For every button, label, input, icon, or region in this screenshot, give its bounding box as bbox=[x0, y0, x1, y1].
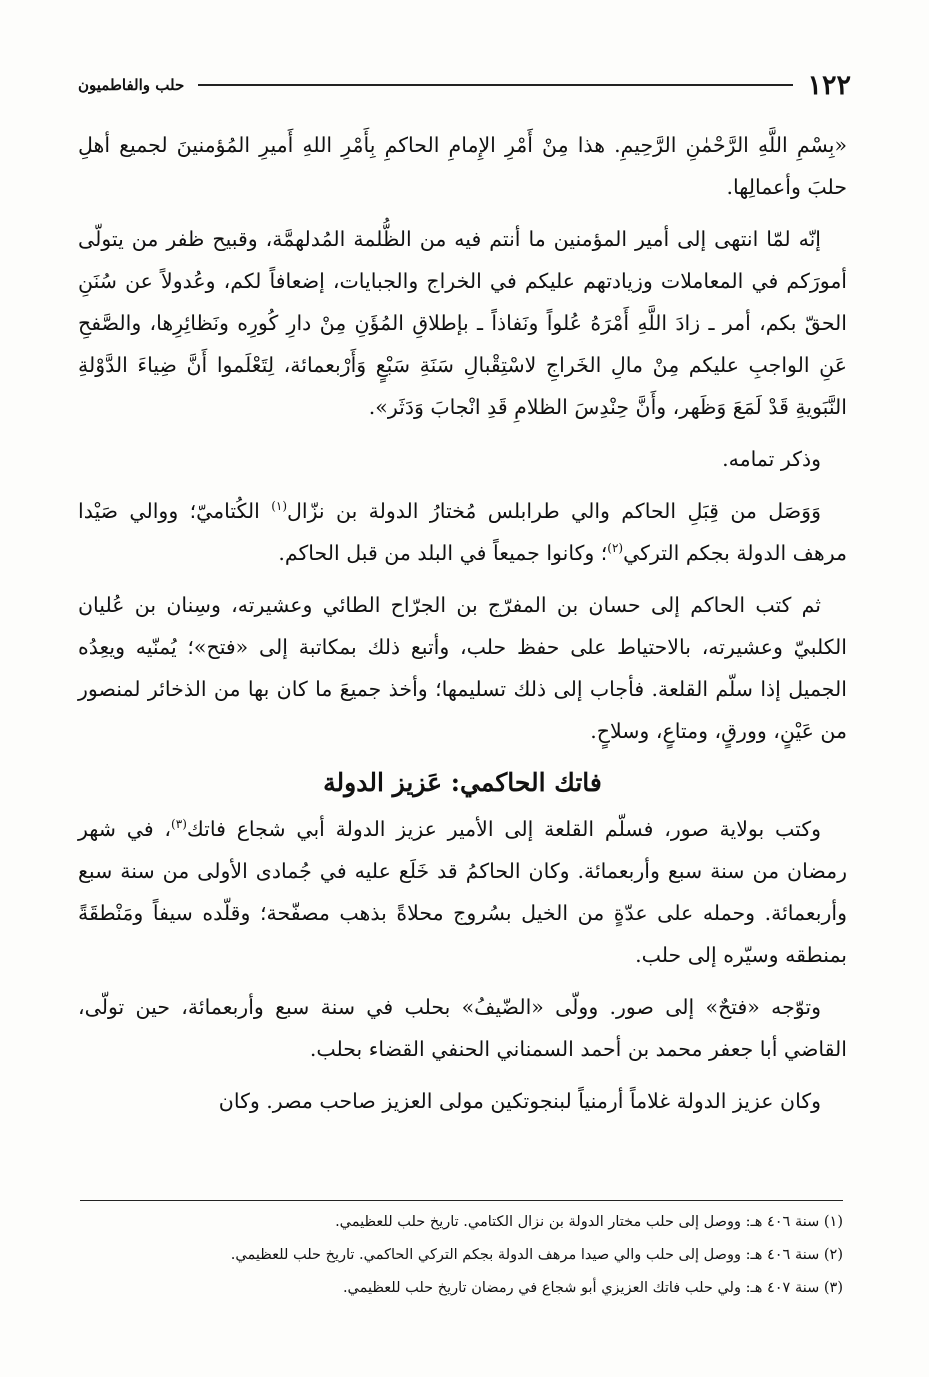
footnote-ref-3: (٣) bbox=[171, 817, 187, 832]
paragraph-text: الكُتاميّ؛ ووالي صَيْدا مرهف الدولة بجكم التركي bbox=[78, 499, 847, 565]
footnote-1: (١) سنة ٤٠٦ هـ: ووصل إلى حلب مختار الدولة بن نزال الكتامي. تاريخ حلب للعظيمي. bbox=[335, 1214, 843, 1230]
footnote-3: (٣) سنة ٤٠٧ هـ: ولي حلب فاتك العزيزي أبو شجاع في رمضان تاريخ حلب للعظيمي. bbox=[342, 1280, 843, 1296]
page-header bbox=[78, 68, 851, 102]
paragraph-text: ؛ وكانوا جميعاً في البلد من قبل الحاكم. bbox=[278, 541, 608, 565]
section-heading: فاتك الحاكمي: عَزيز الدولة bbox=[323, 768, 602, 797]
paragraph-text: وَوَصَل من قِبَلِ الحاكم والي طرابلس مُختارُ الدولة بن نزّال bbox=[287, 499, 821, 523]
paragraph-fatik bbox=[78, 808, 847, 976]
header-rule bbox=[198, 84, 793, 86]
footnote-ref-2: (٢) bbox=[607, 541, 624, 556]
paragraph-text: وكتب بولاية صور، فسلّم القلعة إلى الأمير عزيز الدولة أبي شجاع فاتك bbox=[186, 817, 821, 841]
paragraph-letters: ثم كتب الحاكم إلى حسان بن المفرّج بن الجرّاح الطائي وعشيرته، وسِنان بن عُليان الكلبيّ وعشيرته، بالاحتياط على حفظ حلب، وأتبع ذلك بمكاتبة إلى «فتح»؛ يُمنّيه ويعِدُه الجميل إذا سلّم القلعة. فأجاب إلى ذلك تسليمها؛ وأخذ جميعَ ما كان بها من الذخائر لمنصور من عَيْنٍ، وورقٍ، ومتاعٍ، وسلاحٍ. bbox=[78, 593, 847, 743]
footnote-2: (٢) سنة ٤٠٦ هـ: ووصل إلى حلب والي صيدا مرهف الدولة بجكم التركي الحاكمي. تاريخ حلب للعظيمي. bbox=[230, 1247, 843, 1263]
paragraph-decree-body: إنّه لمّا انتهى إلى أمير المؤمنين ما أنتم فيه من الظُّلمة المُدلهمَّة، وقبيح ظفر من يتولّى أمورَكم في المعاملات وزيادتهم عليكم في الخراج والجبايات، إضعافاً لكم، وعُدولاً عن سُنَنِ الحقّ بكم، أمر ـ زادَ اللَّهِ أَمْرَهُ عُلواً ونَفاذاً ـ بإطلاقِ المُؤَنِ مِنْ دارِ كُورِه ونَظائِرِها، والصَّفحِ عَنِ الواجبِ عليكم مِنْ مالِ الخَراجِ لاسْتِقْبالِ سَنَةِ سَبْعٍ وَأَرْبعمائة، لِتَعْلَموا أَنَّ ضِياءَ الدَّوْلةِ النَّبَويةِ قَدْ لَمَعَ وَظَهر، وأَنَّ حِنْدِسَ الظلامِ قَدِ انْجابَ وَدَثَر». bbox=[78, 227, 847, 419]
paragraph-remark: وذكر تمامه. bbox=[722, 447, 821, 471]
running-title: حلب والفاطميون bbox=[78, 76, 185, 94]
paragraph-text: ، في شهر رمضان من سنة سبع وأربعمائة. وكان الحاكمُ قد خَلَع عليه في جُمادى الأولى من سنة سبع وأربعمائة. وحمله على عدّةٍ من الخيل بسُروج محلاةً بذهب مصفّحة؛ وقلّده سيفاً ومَنْطقَةً بمنطقه وسيّره إلى حلب. bbox=[78, 817, 847, 967]
main-text bbox=[78, 124, 847, 1132]
paragraph-decree: «بِسْمِ اللَّهِ الرَّحْمٰنِ الرَّحِيمِ. هذا مِنْ أَمْرِ الإِمامِ الحاكمِ بِأَمْرِ اللهِ أَميرِ المُؤمنينَ لجميع أهلِ حلبَ وأعمالِها. bbox=[78, 133, 847, 199]
paragraph-governors bbox=[78, 490, 847, 574]
paragraph-judge: وتوّجه «فتحٌ» إلى صور. وولّى «الضّيفُ» بحلب في سنة سبع وأربعمائة، حين تولّى، القاضي أبا جعفر محمد بن أحمد السمناني الحنفي القضاء بحلب. bbox=[78, 995, 847, 1061]
page-number: ١٢٢ bbox=[807, 69, 851, 101]
footnote-rule bbox=[80, 1200, 843, 1201]
paragraph-aziz: وكان عزيز الدولة غلاماً أرمنياً لبنجوتكين مولى العزيز صاحب مصر. وكان bbox=[218, 1089, 821, 1113]
footnotes bbox=[80, 1208, 843, 1307]
footnote-ref-1: (١) bbox=[271, 499, 288, 514]
